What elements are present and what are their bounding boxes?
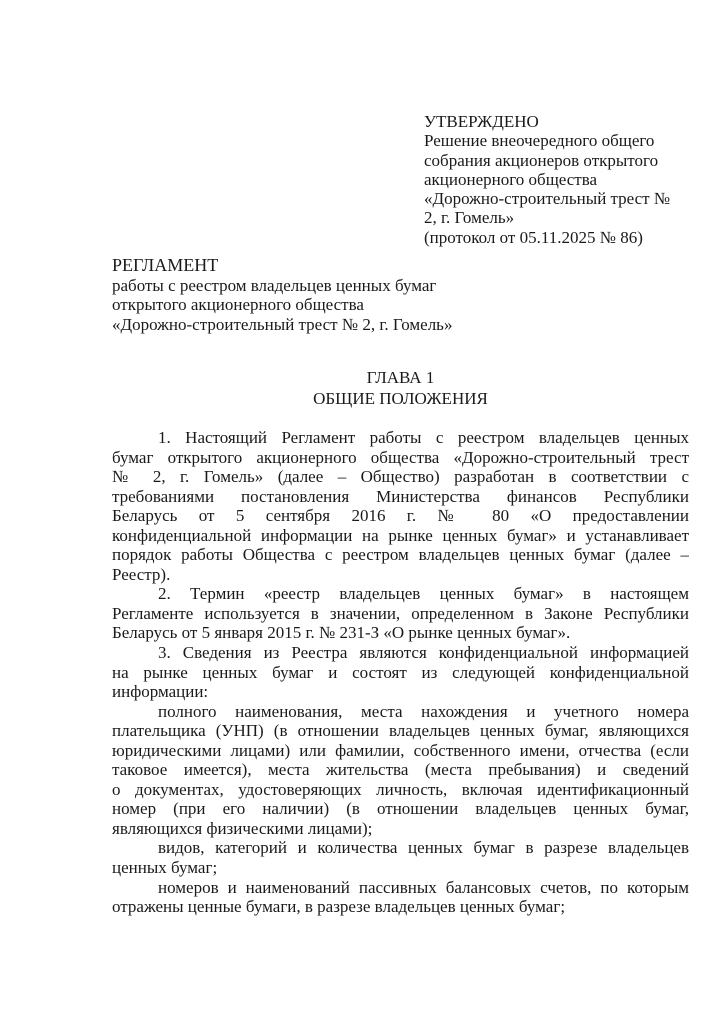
document-body — [112, 428, 689, 917]
body-line: отражены ценные бумаги, в разрезе владельцев ценных бумаг; — [112, 897, 566, 917]
body-line: Реестр). — [112, 564, 171, 584]
body-line: Регламенте используется в значении, определенном в Законе Республики — [112, 603, 689, 623]
approval-line: Решение внеочередного общего — [424, 131, 655, 151]
body-line: бумаг открытого акционерного общества «Дорожно-строительный трест — [112, 447, 689, 467]
approval-line: 2, г. Гомель» — [424, 208, 515, 228]
approval-heading: УТВЕРЖДЕНО — [424, 112, 539, 131]
body-line: являющихся физическими лицами); — [112, 818, 373, 838]
body-line: Беларусь от 5 сентября 2016 г. № 80 «О предоставлении — [112, 506, 689, 526]
body-line: 2. Термин «реестр владельцев ценных бумаг» в настоящем — [158, 584, 689, 604]
body-line: плательщика (УНП) (в отношении владельцев ценных бумаг, являющихся — [112, 721, 689, 741]
chapter-number: ГЛАВА 1 — [366, 368, 435, 387]
body-line: конфиденциальной информации на рынке ценных бумаг» и устанавливает — [112, 525, 689, 545]
body-line: видов, категорий и количества ценных бумаг в разрезе владельцев — [158, 838, 689, 858]
chapter-title: ОБЩИЕ ПОЛОЖЕНИЯ — [313, 389, 488, 408]
body-line: таковое имеется), места жительства (места пребывания) и сведений — [112, 760, 689, 780]
body-line: порядок работы Общества с реестром владельцев ценных бумаг (далее – — [112, 545, 689, 565]
body-line: ценных бумаг; — [112, 858, 218, 878]
body-line: № 2, г. Гомель» (далее – Общество) разработан в соответствии с — [112, 467, 689, 487]
approval-block — [424, 112, 694, 247]
approval-line: (протокол от 05.11.2025 № 86) — [424, 227, 643, 247]
body-line: требованиями постановления Министерства финансов Республики — [112, 486, 689, 506]
approval-line: собрания акционеров открытого — [424, 150, 659, 170]
approval-line: «Дорожно-строительный трест № — [424, 189, 671, 209]
body-line: информации: — [112, 682, 209, 702]
body-line: номеров и наименований пассивных балансовых счетов, по которым — [158, 877, 689, 897]
body-line: на рынке ценных бумаг и состоят из следующей конфиденциальной — [112, 662, 689, 682]
regulation-title-block — [112, 256, 452, 334]
body-line: номер (при его наличии) (в отношении владельцев ценных бумаг, — [112, 799, 689, 819]
regulation-title: РЕГЛАМЕНТ — [112, 255, 219, 275]
body-line: о документах, удостоверяющих личность, включая идентификационный — [112, 779, 689, 799]
chapter-heading — [112, 367, 689, 409]
body-line: полного наименования, места нахождения и учетного номера — [158, 701, 689, 721]
body-line: 3. Сведения из Реестра являются конфиденциальной информацией — [158, 643, 689, 663]
regulation-subtitle-line: «Дорожно-строительный трест № 2, г. Гомель» — [112, 314, 453, 334]
approval-line: акционерного общества — [424, 169, 598, 189]
body-line: юридическими лицами) или фамилии, собственного имени, отчества (если — [112, 740, 689, 760]
regulation-subtitle-line: открытого акционерного общества — [112, 295, 364, 314]
regulation-subtitle-line: работы с реестром владельцев ценных бумаг — [112, 275, 437, 295]
body-line: Беларусь от 5 января 2015 г. № 231-З «О рынке ценных бумаг». — [112, 623, 571, 643]
body-line: 1. Настоящий Регламент работы с реестром владельцев ценных — [158, 428, 689, 447]
